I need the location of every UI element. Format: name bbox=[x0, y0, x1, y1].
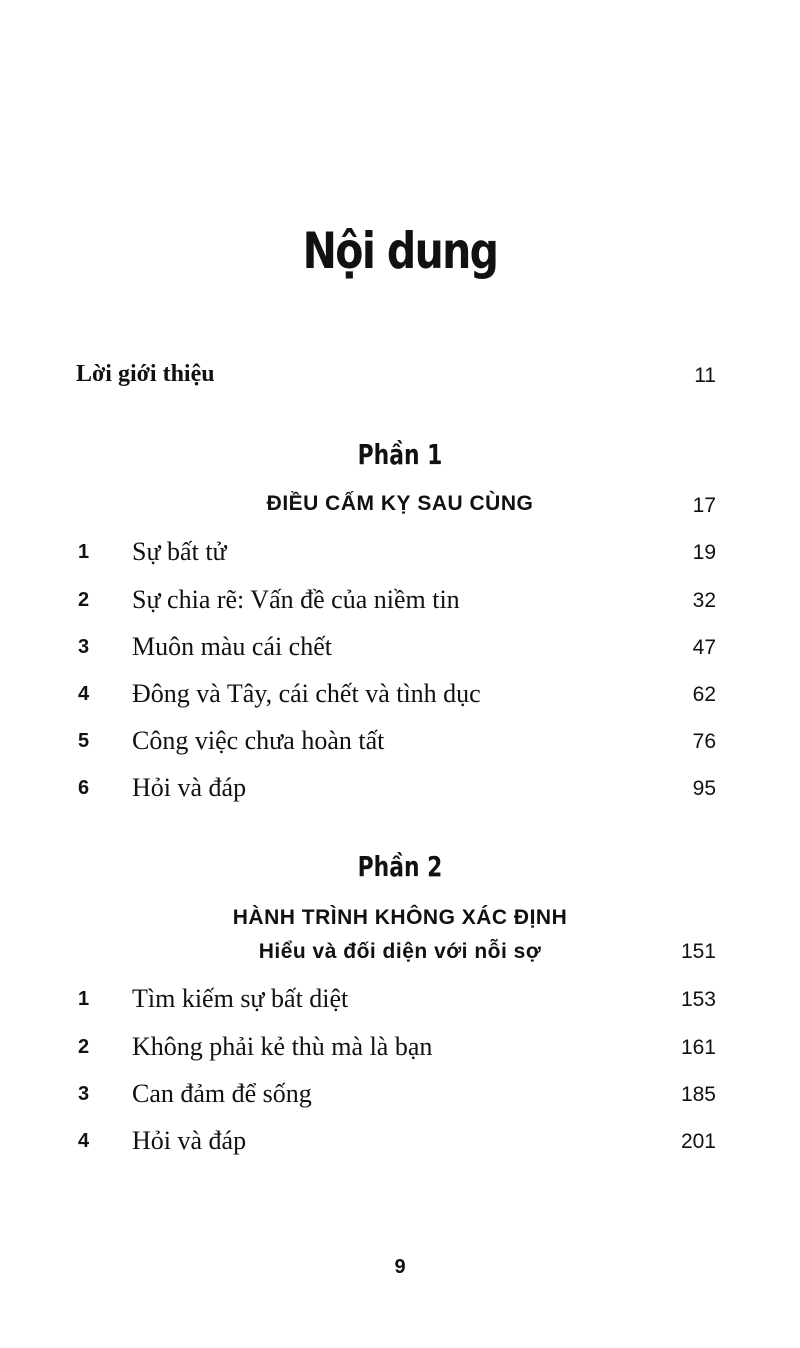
toc-item-label: Công việc chưa hoàn tất bbox=[132, 726, 385, 755]
toc-item-page: 47 bbox=[692, 636, 716, 659]
toc-item-page: 153 bbox=[680, 988, 716, 1011]
part1-subtitle-page: 17 bbox=[692, 494, 716, 517]
part2-subtitle: HÀNH TRÌNH KHÔNG XÁC ĐỊNH bbox=[232, 906, 568, 929]
part2-heading: Phần 2 bbox=[357, 850, 443, 883]
toc-item-number: 3 bbox=[78, 636, 90, 658]
toc-item-label: Đông và Tây, cái chết và tình dục bbox=[132, 679, 481, 708]
toc-item-number: 5 bbox=[78, 730, 90, 752]
intro-page: 11 bbox=[694, 364, 716, 387]
toc-item-label: Hỏi và đáp bbox=[132, 1126, 247, 1155]
toc-item-number: 1 bbox=[78, 988, 90, 1010]
page-title: Nội dung bbox=[302, 222, 498, 280]
part2-subtitle2: Hiểu và đối diện với nỗi sợ bbox=[258, 940, 542, 963]
toc-item-label: Sự chia rẽ: Vấn đề của niềm tin bbox=[132, 585, 460, 614]
toc-item-label: Muôn màu cái chết bbox=[132, 632, 332, 661]
toc-item-number: 4 bbox=[78, 683, 90, 705]
toc-item-number: 4 bbox=[78, 1130, 90, 1152]
toc-item-page: 19 bbox=[692, 541, 716, 564]
toc-item-label: Can đảm để sống bbox=[132, 1079, 312, 1108]
intro-label: Lời giới thiệu bbox=[76, 361, 215, 387]
part1-subtitle: ĐIỀU CẤM KỴ SAU CÙNG bbox=[266, 492, 534, 515]
toc-item-number: 6 bbox=[78, 777, 90, 799]
part1-heading: Phần 1 bbox=[357, 438, 443, 471]
toc-item-label: Không phải kẻ thù mà là bạn bbox=[132, 1032, 433, 1061]
toc-item-label: Tìm kiếm sự bất diệt bbox=[132, 984, 349, 1013]
toc-item-page: 161 bbox=[680, 1036, 716, 1059]
toc-item-page: 62 bbox=[692, 683, 716, 706]
toc-item-page: 201 bbox=[680, 1130, 716, 1153]
toc-item-page: 76 bbox=[692, 730, 716, 753]
toc-item-label: Hỏi và đáp bbox=[132, 773, 247, 802]
toc-item-label: Sự bất tử bbox=[132, 537, 227, 566]
toc-item-number: 2 bbox=[78, 1036, 90, 1058]
toc-item-page: 185 bbox=[680, 1083, 716, 1106]
toc-item-number: 3 bbox=[78, 1083, 90, 1105]
toc-item-page: 95 bbox=[692, 777, 716, 800]
toc-item-number: 1 bbox=[78, 541, 90, 563]
toc-item-page: 32 bbox=[692, 589, 716, 612]
part2-subtitle-page: 151 bbox=[680, 940, 716, 963]
page-number: 9 bbox=[394, 1256, 406, 1278]
toc-item-number: 2 bbox=[78, 589, 90, 611]
